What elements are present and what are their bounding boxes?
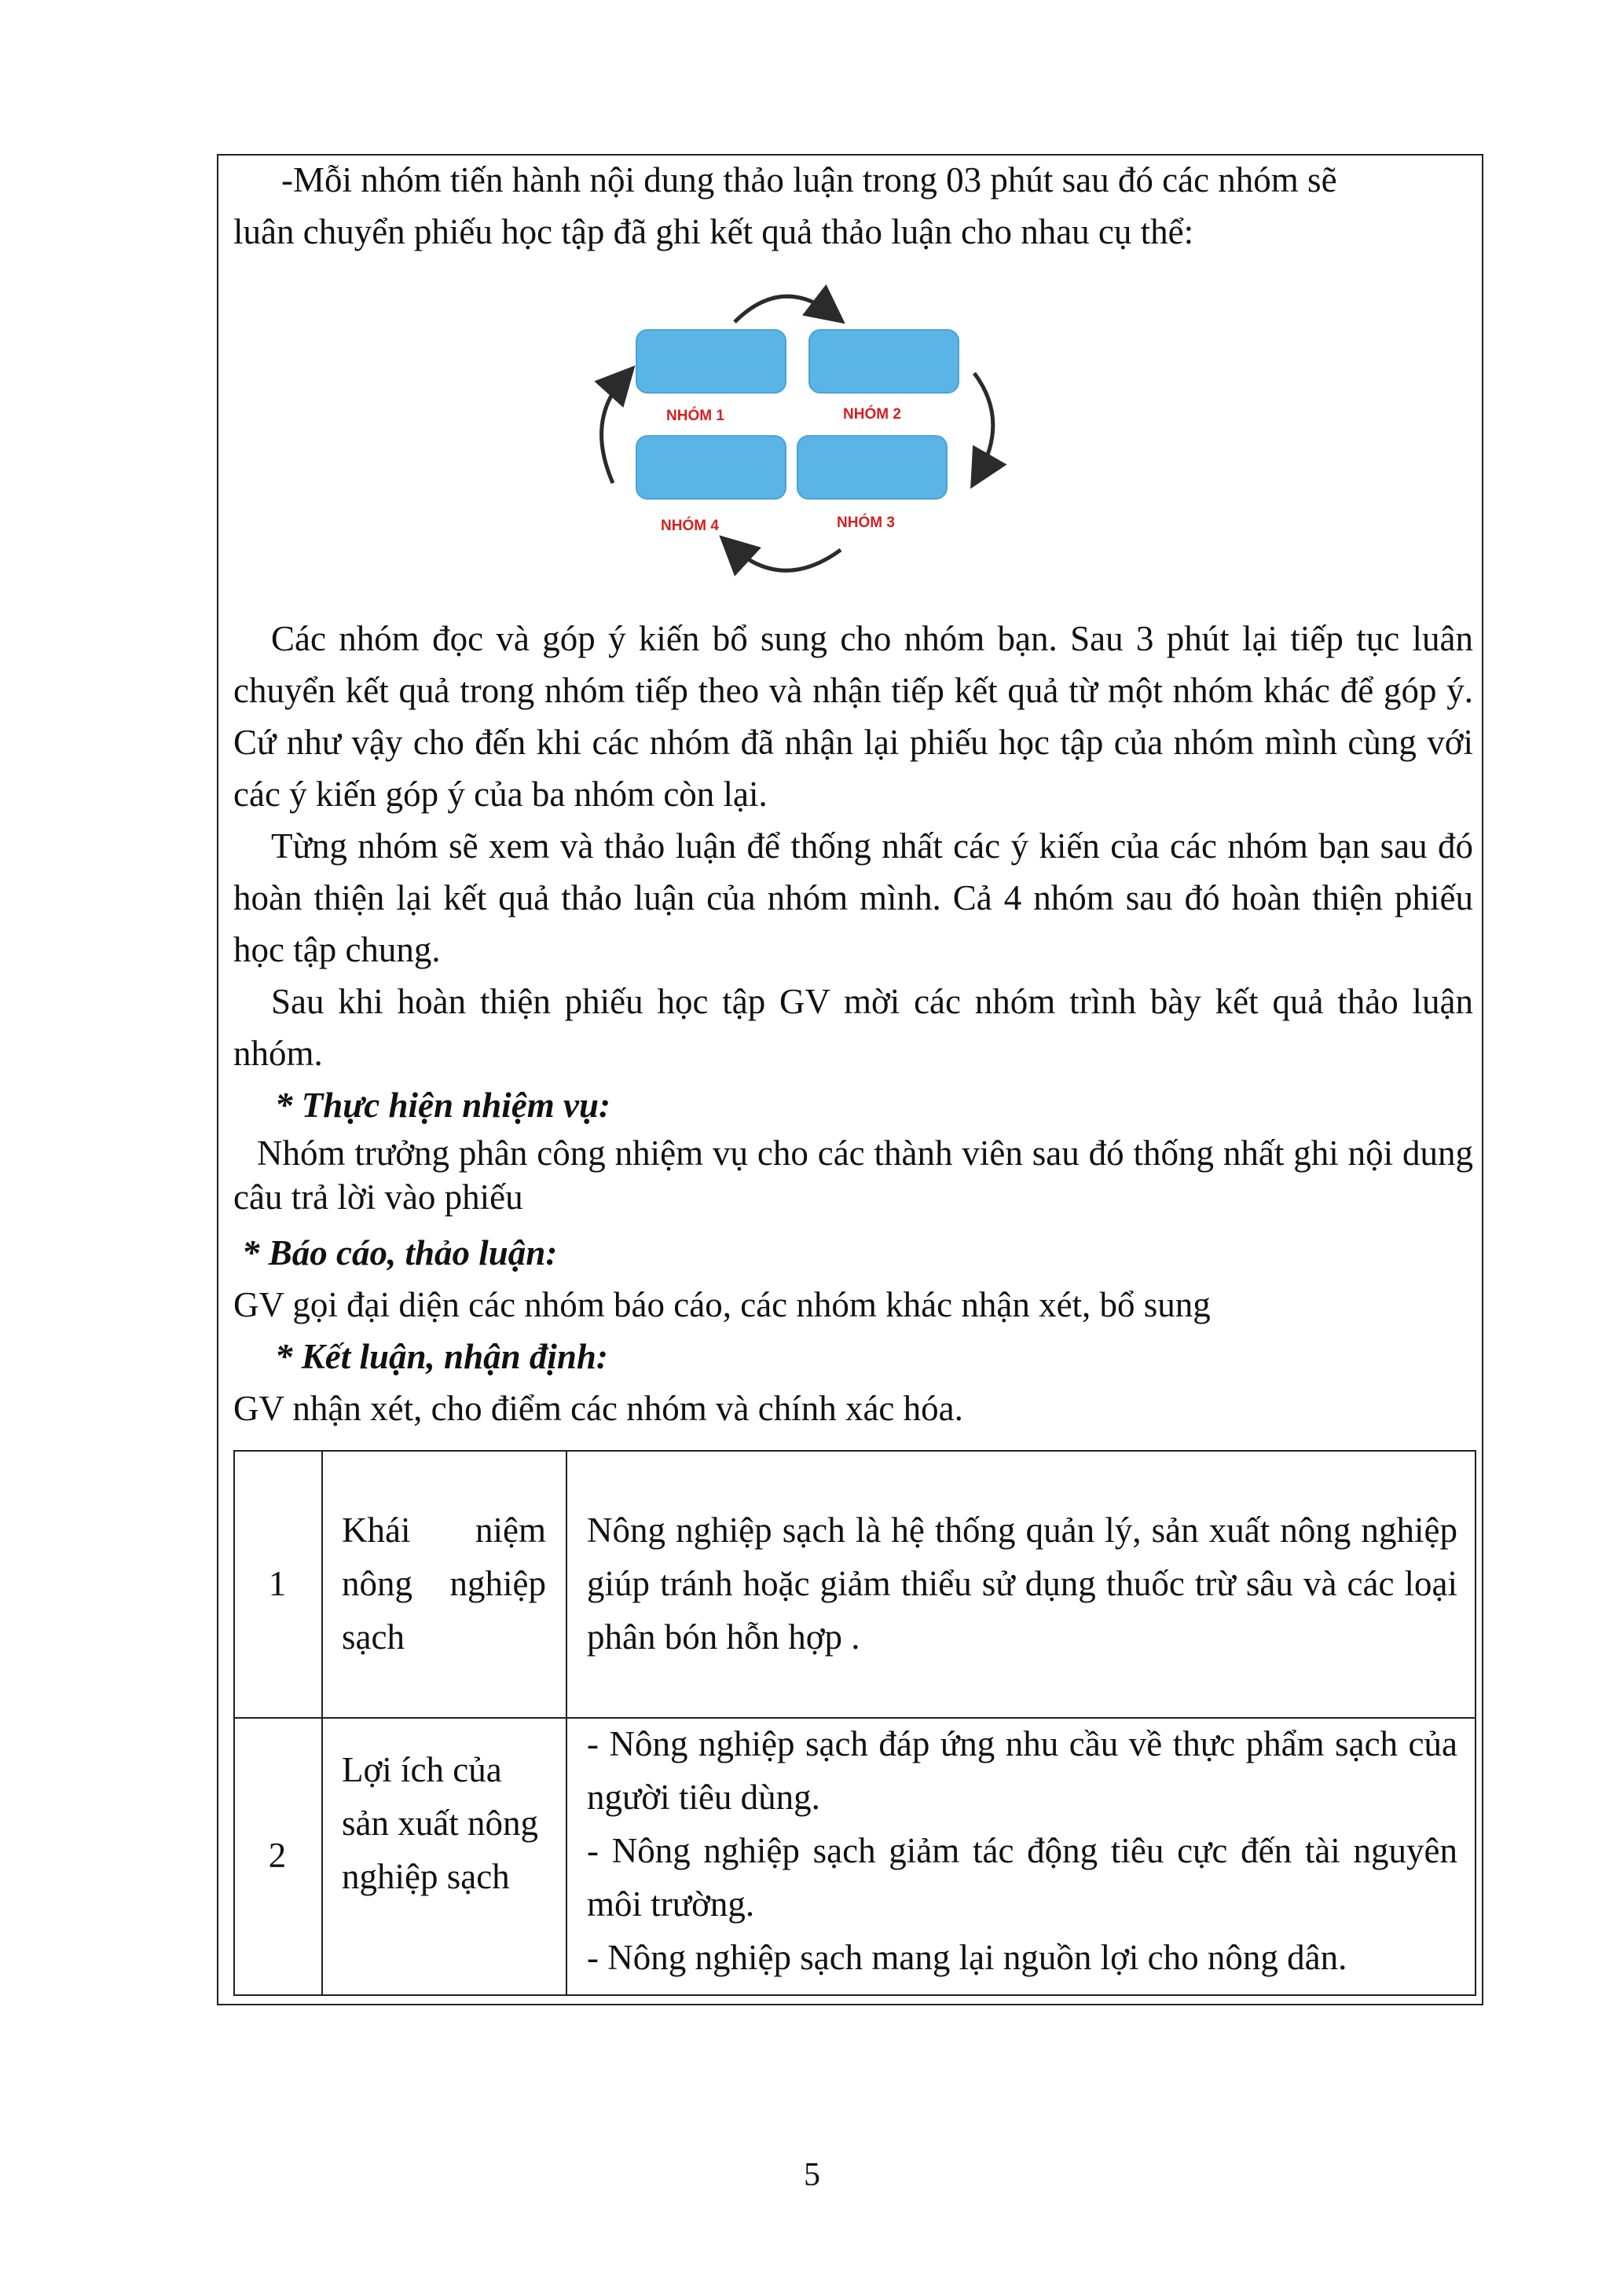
lesson-frame-bottom [217,2004,1483,2005]
summary-table [233,1450,1476,1996]
arrow-top-icon [735,296,833,322]
paragraph-present: Sau khi hoàn thiện phiếu học tập GV mời các nhóm trình bày kết quả thảo luận nhóm. [233,982,1473,1073]
row-criterion: Lợi ích của sản xuất nông nghiệp sạch [342,1750,538,1896]
arrow-right-icon [974,373,993,475]
row-number: 2 [268,1836,287,1875]
benefit-item: - Nông nghiệp sạch đáp ứng nhu cầu về thực phẩm sạch của người tiêu dùng. [587,1724,1457,1817]
heading-report: * Báo cáo, thảo luận: [242,1233,558,1273]
page-number: 5 [804,2157,820,2193]
group-label-1: NHÓM 1 [666,408,724,424]
paragraph-finalize: Từng nhóm sẽ xem và thảo luận để thống nhất các ý kiến của các nhóm bạn sau đó hoàn thiện lại kết quả thảo luận của nhóm mình. Cả 4 nhóm sau đó hoàn thiện phiếu học tập chung. [233,826,1473,969]
row-content [587,1717,1457,1984]
benefit-item: - Nông nghiệp sạch mang lại nguồn lợi cho nông dân. [587,1938,1347,1977]
row-content: Nông nghiệp sạch là hệ thống quản lý, sản xuất nông nghiệp giúp tránh hoặc giảm thiểu sử dụng thuốc trừ sâu và các loại phân bón hỗn hợp . [587,1511,1457,1657]
group-box-4 [636,436,786,499]
group-box-1 [636,330,786,393]
arrow-bottom-icon [731,546,841,570]
benefit-item: - Nông nghiệp sạch giảm tác động tiêu cực đến tài nguyên môi trường. [587,1831,1457,1924]
group-label-2: NHÓM 2 [843,406,901,423]
group-label-3: NHÓM 3 [837,514,895,531]
intro-line-1: -Mỗi nhóm tiến hành nội dung thảo luận trong 03 phút sau đó các nhóm sẽ [281,160,1337,200]
group-label-4: NHÓM 4 [661,518,719,534]
group-box-3 [797,436,947,499]
heading-conclude: * Kết luận, nhận định: [275,1337,608,1376]
group-box-2 [809,330,959,393]
row-criterion: Khái niệm nông nghiệp sạch [342,1511,546,1657]
group-rotation-diagram [581,279,1014,577]
paragraph-rotation: Các nhóm đọc và góp ý kiến bổ sung cho nhóm bạn. Sau 3 phút lại tiếp tục luân chuyển kết quả trong nhóm tiếp theo và nhận tiếp kết quả từ một nhóm khác để góp ý. Cứ như vậy cho đến khi các nhóm đã nhận lại phiếu học tập của nhóm mình cùng với các ý kiến góp ý của ba nhóm còn lại. [233,619,1473,814]
intro-line-2: luân chuyển phiếu học tập đã ghi kết quả thảo luận cho nhau cụ thể: [233,212,1194,251]
row-number: 1 [268,1564,287,1603]
paragraph-execute: Nhóm trưởng phân công nhiệm vụ cho các thành viên sau đó thống nhất ghi nội dung câu trả lời vào phiếu [233,1133,1473,1217]
paragraph-report: GV gọi đại diện các nhóm báo cáo, các nhóm khác nhận xét, bổ sung [233,1285,1211,1324]
heading-execute: * Thực hiện nhiệm vụ: [275,1086,610,1125]
paragraph-conclude: GV nhận xét, cho điểm các nhóm và chính xác hóa. [233,1389,963,1428]
arrow-left-icon [602,377,625,483]
